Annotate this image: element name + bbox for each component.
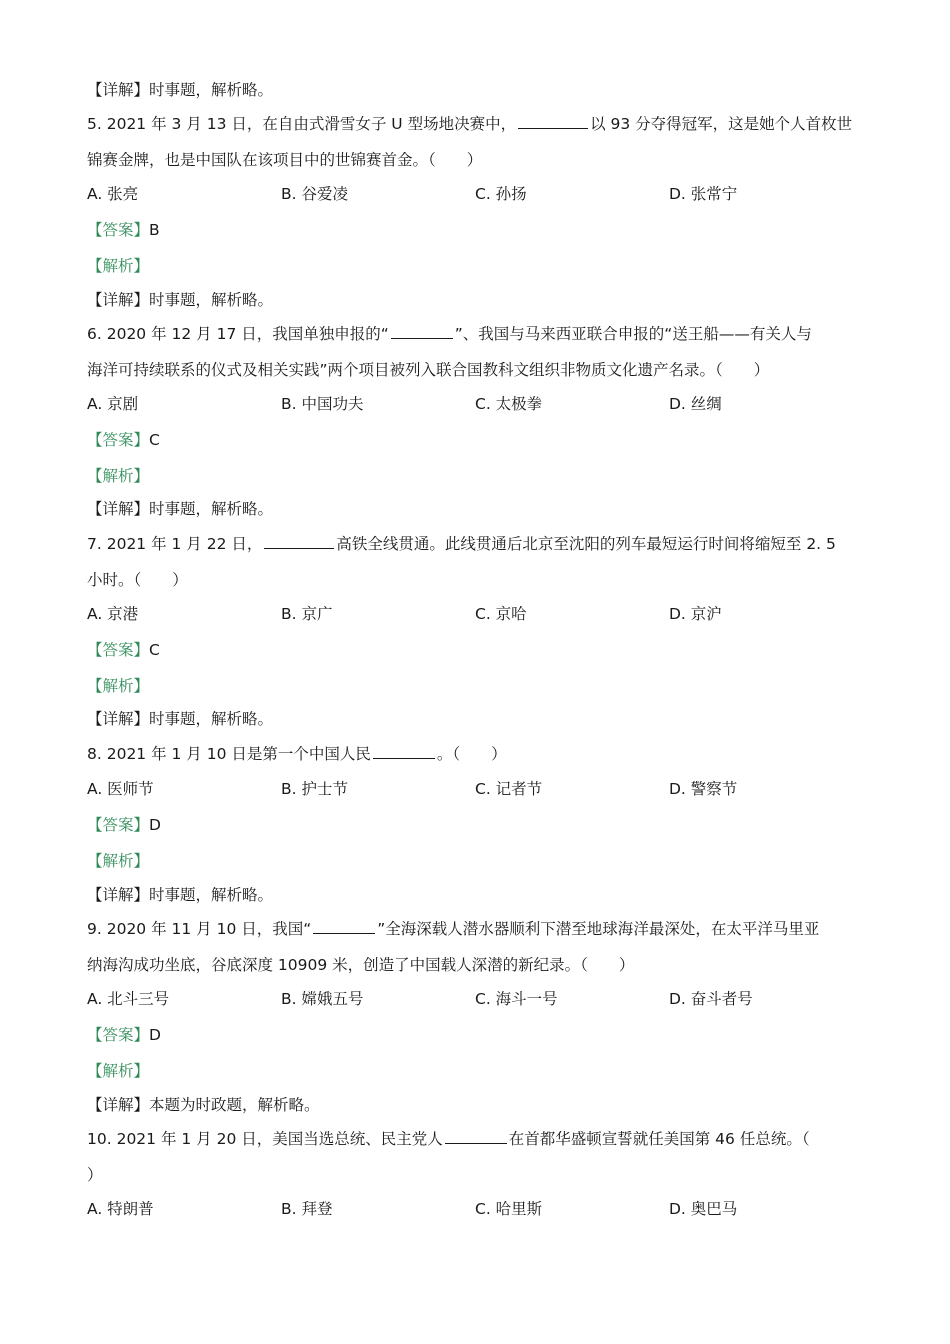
answer-value: C [149,431,160,449]
question-text: 6. 2020 年 12 月 17 日，我国单独申报的“ [87,325,389,343]
fill-blank [445,1129,507,1144]
answer-tag: 【答案】 [87,221,150,239]
option-c: C. 京哈 [475,605,527,623]
option-a: A. 医师节 [87,780,154,798]
analysis-tag: 【解析】 [87,257,150,275]
answer-value: D [149,816,161,834]
option-b: B. 中国功夫 [281,395,364,413]
detail-tag: 【详解】 [87,291,150,309]
option-c: C. 哈里斯 [475,1200,543,1218]
answer-tag: 【答案】 [87,816,150,834]
fill-blank [373,744,435,759]
detail-line [87,709,273,729]
answer-value: B [149,221,160,239]
option-a: A. 北斗三号 [87,990,170,1008]
option-a: A. 特朗普 [87,1200,154,1218]
option-d: D. 奋斗者号 [669,990,753,1008]
fill-blank [313,919,375,934]
question-7-options [87,604,887,624]
option-c: C. 太极拳 [475,395,543,413]
question-7-stem-line2: 小时。（ ） [87,571,188,589]
fill-blank [264,534,334,549]
question-5-stem [87,114,852,134]
question-text: 10. 2021 年 1 月 20 日，美国当选总统、民主党人 [87,1130,443,1148]
option-c: C. 海斗一号 [475,990,558,1008]
question-6-stem [87,324,812,344]
answer-value: C [149,641,160,659]
fill-blank [518,114,588,129]
option-a: A. 京剧 [87,395,139,413]
analysis-tag: 【解析】 [87,1062,150,1080]
detail-text: 时事题，解析略。 [149,500,274,518]
answer-line [87,220,160,240]
fill-blank [391,324,453,339]
detail-tag: 【详解】 [87,1096,150,1114]
question-9-options [87,989,887,1009]
detail-line [87,1095,320,1115]
question-text: 在首都华盛顿宣誓就任美国第 46 任总统。（ [508,1130,810,1148]
option-c: C. 记者节 [475,780,543,798]
option-d: D. 警察节 [669,780,738,798]
question-text: 9. 2020 年 11 月 10 日，我国“ [87,920,312,938]
option-b: B. 京广 [281,605,333,623]
detail-text: 时事题，解析略。 [149,81,274,99]
answer-value: D [149,1026,161,1044]
question-5-stem-line2: 锦赛金牌，也是中国队在该项目中的世锦赛首金。（ ） [87,151,483,169]
detail-tag: 【详解】 [87,500,150,518]
question-9-stem-line2: 纳海沟成功坐底，谷底深度 10909 米，创造了中国载人深潜的新纪录。（ ） [87,956,635,974]
question-text: ”全海深载人潜水器顺利下潜至地球海洋最深处，在太平洋马里亚 [377,920,820,938]
question-text: 7. 2021 年 1 月 22 日， [87,535,263,553]
question-text: 以 93 分夺得冠军，这是她个人首枚世 [590,115,853,133]
analysis-tag: 【解析】 [87,677,150,695]
detail-text: 本题为时政题，解析略。 [149,1096,320,1114]
option-a: A. 京港 [87,605,139,623]
option-d: D. 奥巴马 [669,1200,738,1218]
detail-line [87,499,273,519]
question-text: 5. 2021 年 3 月 13 日，在自由式滑雪女子 U 型场地决赛中， [87,115,517,133]
option-d: D. 丝绸 [669,395,722,413]
question-text: 8. 2021 年 1 月 10 日是第一个中国人民 [87,745,371,763]
question-8-stem [87,744,507,764]
question-10-stem [87,1129,810,1149]
answer-line [87,1025,161,1045]
question-6-stem-line2: 海洋可持续联系的仪式及相关实践”两个项目被列入联合国教科文组织非物质文化遗产名录。（ ） [87,361,770,379]
answer-line [87,640,160,660]
detail-tag: 【详解】 [87,710,150,728]
detail-text: 时事题，解析略。 [149,886,274,904]
option-d: D. 京沪 [669,605,722,623]
detail-tag: 【详解】 [87,81,150,99]
detail-text: 时事题，解析略。 [149,710,274,728]
answer-tag: 【答案】 [87,641,150,659]
detail-line [87,80,273,100]
detail-text: 时事题，解析略。 [149,291,274,309]
answer-line [87,430,160,450]
option-d: D. 张常宁 [669,185,738,203]
answer-tag: 【答案】 [87,1026,150,1044]
question-10-options [87,1199,887,1219]
detail-line [87,290,273,310]
question-text: 高铁全线贯通。此线贯通后北京至沈阳的列车最短运行时间将缩短至 2. 5 [336,535,836,553]
question-8-options [87,779,887,799]
option-b: B. 护士节 [281,780,348,798]
question-7-stem [87,534,836,554]
option-b: B. 嫦娥五号 [281,990,364,1008]
detail-tag: 【详解】 [87,886,150,904]
question-9-stem [87,919,819,939]
answer-line [87,815,161,835]
option-a: A. 张亮 [87,185,139,203]
option-b: B. 拜登 [281,1200,333,1218]
question-text: 。（ ） [436,745,507,763]
answer-tag: 【答案】 [87,431,150,449]
question-6-options [87,394,887,414]
option-c: C. 孙扬 [475,185,527,203]
analysis-tag: 【解析】 [87,467,150,485]
question-5-options [87,184,887,204]
detail-line [87,885,273,905]
question-text: ”、我国与马来西亚联合申报的“送王船——有关人与 [454,325,812,343]
question-10-stem-line2: ） [87,1166,103,1184]
analysis-tag: 【解析】 [87,852,150,870]
option-b: B. 谷爱凌 [281,185,348,203]
